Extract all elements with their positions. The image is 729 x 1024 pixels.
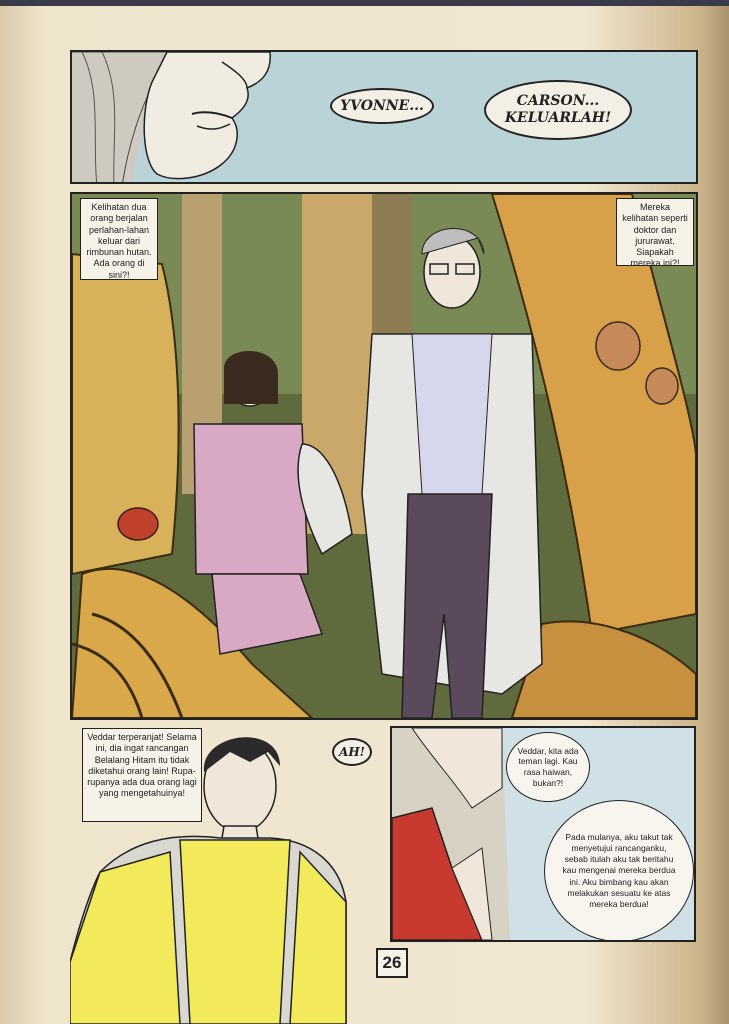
exclamation-bubble: AH! [332,738,372,766]
yvonne-face-closeup [72,52,272,184]
panel-4-yvonne [390,726,696,942]
page-number: 26 [376,948,408,978]
speech-bubble-yvonne-2: Pada mulanya, aku takut tak menyetujui rancanganku, sebab itulah aku tak beritahu kau mengenai mereka berdua ini. Aku bimbang kau akan melakukan sesuatu ke atas mereka berdua! [544,800,694,942]
speech-bubble-carson: CARSON... KELUARLAH! [484,80,632,140]
caption-box-veddar: Veddar terperanjat! Selama ini, dia ingat rancangan Belalang Hitam itu tidak diketahui orang lain! Rupa-rupanya ada dua orang lagi yang mengetahuinya! [82,728,202,822]
panel-3-veddar [70,722,382,1024]
panel-2-forest [70,192,698,720]
panel-1 [70,50,698,184]
caption-box-right: Mereka kelihatan seperti doktor dan jururawat. Siapakah mereka ini?! [616,198,694,266]
speech-bubble-yvonne: YVONNE... [330,88,434,124]
speech-bubble-yvonne-1: Veddar, kita ada teman lagi. Kau rasa haiwan, bukan?! [506,732,590,802]
forest-scene-illustration [72,194,696,718]
caption-box-left: Kelihatan dua orang berjalan perlahan-lahan keluar dari rimbunan hutan. Ada orang di sini?! [80,198,158,280]
top-edge [0,0,729,6]
